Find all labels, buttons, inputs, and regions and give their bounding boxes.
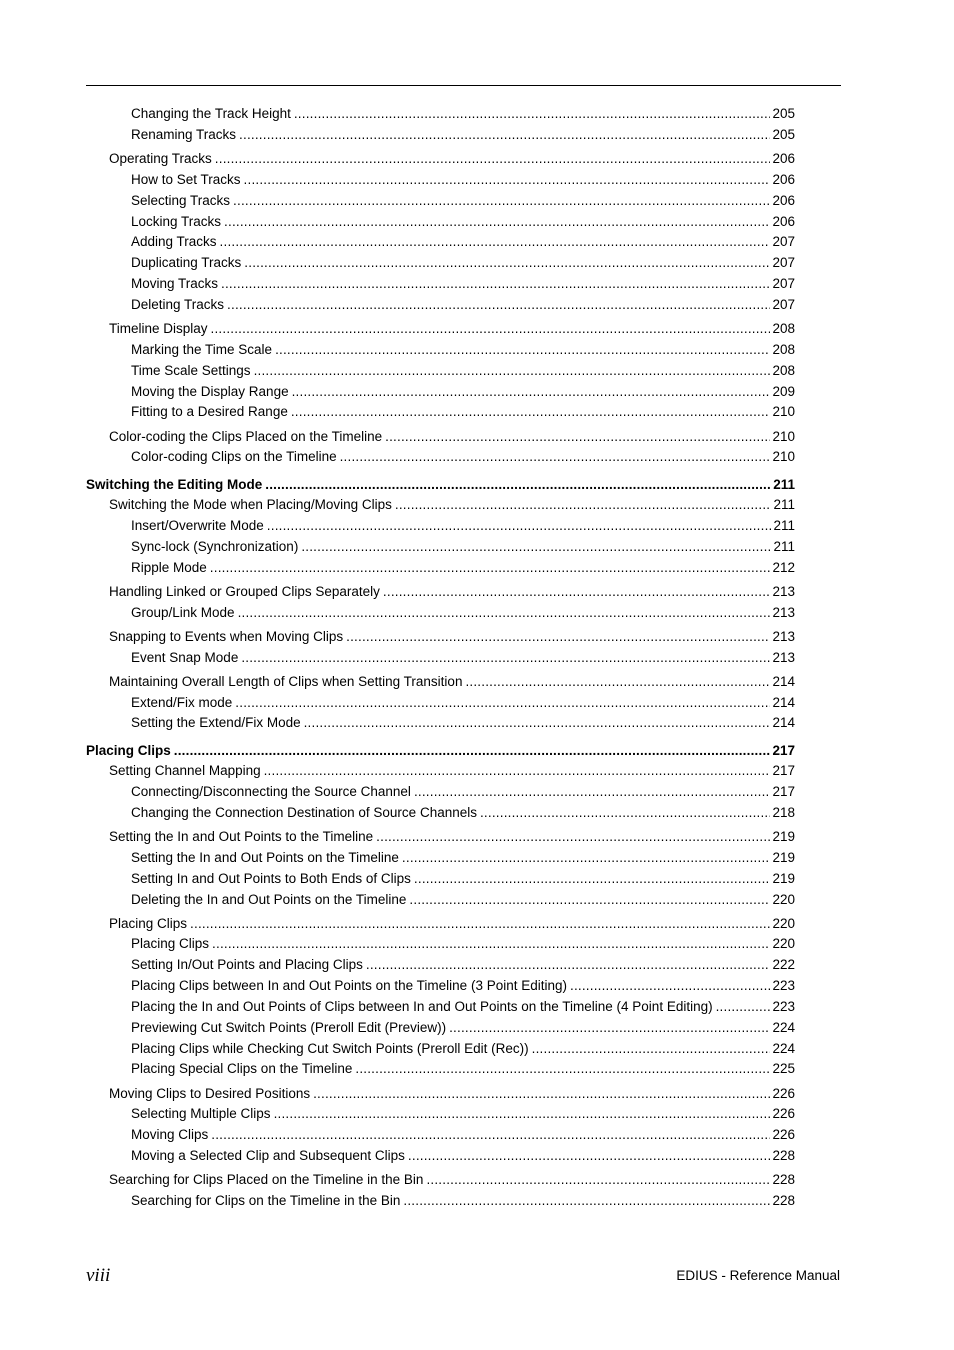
toc-leader-dots bbox=[212, 936, 770, 952]
toc-title: Changing the Track Height bbox=[131, 106, 291, 121]
toc-title: Handling Linked or Grouped Clips Separately bbox=[109, 584, 380, 599]
toc-leader-dots bbox=[244, 255, 770, 271]
toc-subsection[interactable] bbox=[109, 916, 795, 932]
toc-page-number: 226 bbox=[772, 1086, 795, 1101]
toc-leader-dots bbox=[210, 560, 771, 576]
toc-page-number: 213 bbox=[772, 584, 795, 599]
toc-item[interactable] bbox=[131, 957, 795, 973]
toc-page-number: 213 bbox=[772, 605, 795, 620]
toc-leader-dots bbox=[414, 784, 771, 800]
toc-title: Switching the Editing Mode bbox=[86, 477, 263, 492]
toc-leader-dots bbox=[235, 695, 770, 711]
toc-page-number: 213 bbox=[772, 629, 795, 644]
toc-leader-dots bbox=[227, 297, 770, 313]
toc-page-number: 210 bbox=[772, 449, 795, 464]
toc-page-number: 219 bbox=[772, 871, 795, 886]
toc-page-number: 207 bbox=[772, 276, 795, 291]
toc-subsection[interactable] bbox=[109, 151, 795, 167]
toc-leader-dots bbox=[408, 1148, 771, 1164]
toc-leader-dots bbox=[174, 743, 771, 759]
toc-page-number: 222 bbox=[772, 957, 795, 972]
toc-leader-dots bbox=[291, 404, 771, 420]
toc-page-number: 228 bbox=[772, 1148, 795, 1163]
toc-item[interactable] bbox=[131, 936, 795, 952]
toc-leader-dots bbox=[383, 584, 771, 600]
toc-leader-dots bbox=[233, 193, 770, 209]
toc-title: Previewing Cut Switch Points (Preroll Edit (Preview)) bbox=[131, 1020, 447, 1035]
toc-item[interactable] bbox=[131, 1148, 795, 1164]
toc-item[interactable] bbox=[131, 784, 795, 800]
toc-item[interactable] bbox=[131, 650, 795, 666]
toc-title: Setting In/Out Points and Placing Clips bbox=[131, 957, 363, 972]
toc-item[interactable] bbox=[131, 234, 795, 250]
toc-title: Placing Clips between In and Out Points on the Timeline (3 Point Editing) bbox=[131, 978, 567, 993]
toc-page-number: 205 bbox=[772, 127, 795, 142]
toc-leader-dots bbox=[716, 999, 771, 1015]
toc-leader-dots bbox=[480, 805, 770, 821]
toc-page-number: 208 bbox=[772, 321, 795, 336]
header-rule bbox=[86, 85, 841, 86]
toc-page-number: 219 bbox=[772, 850, 795, 865]
toc-leader-dots bbox=[244, 172, 771, 188]
toc-page-number: 226 bbox=[772, 1127, 795, 1142]
toc-item[interactable] bbox=[131, 384, 795, 400]
toc-title: Placing Clips bbox=[86, 743, 171, 758]
toc-item[interactable] bbox=[131, 106, 795, 122]
toc-page-number: 210 bbox=[772, 404, 795, 419]
toc-item[interactable] bbox=[131, 805, 795, 821]
toc-page-number: 217 bbox=[772, 784, 795, 799]
toc-subsection[interactable] bbox=[109, 674, 795, 690]
toc-item[interactable] bbox=[131, 1061, 795, 1077]
toc-leader-dots bbox=[355, 1061, 770, 1077]
toc-title: Selecting Multiple Clips bbox=[131, 1106, 271, 1121]
toc-title: Locking Tracks bbox=[131, 214, 222, 229]
toc-title: Adding Tracks bbox=[131, 234, 217, 249]
toc-item[interactable] bbox=[131, 605, 795, 621]
toc-title: Moving Tracks bbox=[131, 276, 219, 291]
toc-page-number: 207 bbox=[772, 297, 795, 312]
toc-title: Renaming Tracks bbox=[131, 127, 237, 142]
toc-title: Searching for Clips on the Timeline in the Bin bbox=[131, 1193, 401, 1208]
toc-page-number: 206 bbox=[772, 151, 795, 166]
toc-title: Deleting the In and Out Points on the Timeline bbox=[131, 892, 407, 907]
toc-title: Operating Tracks bbox=[109, 151, 212, 166]
toc-leader-dots bbox=[215, 151, 771, 167]
toc-leader-dots bbox=[267, 518, 772, 534]
toc-title: Color-coding Clips on the Timeline bbox=[131, 449, 337, 464]
toc-title: Moving Clips to Desired Positions bbox=[109, 1086, 311, 1101]
toc-title: Placing Clips bbox=[131, 936, 210, 951]
toc-item[interactable] bbox=[131, 560, 795, 576]
toc-leader-dots bbox=[224, 214, 770, 230]
toc-page-number: 220 bbox=[772, 936, 795, 951]
toc-subsection[interactable] bbox=[109, 763, 795, 779]
toc-page-number: 220 bbox=[772, 892, 795, 907]
toc-section[interactable] bbox=[86, 477, 795, 493]
toc-item[interactable] bbox=[131, 297, 795, 313]
toc-title: Setting the In and Out Points to the Timeline bbox=[109, 829, 374, 844]
toc-subsection[interactable] bbox=[109, 1086, 795, 1102]
toc-title: Connecting/Disconnecting the Source Channel bbox=[131, 784, 411, 799]
toc-page-number: 210 bbox=[772, 429, 795, 444]
toc-title: Changing the Connection Destination of Source Channels bbox=[131, 805, 477, 820]
toc-item[interactable] bbox=[131, 1193, 795, 1209]
toc-page-number: 226 bbox=[772, 1106, 795, 1121]
toc-leader-dots bbox=[402, 850, 771, 866]
manual-title: EDIUS - Reference Manual bbox=[676, 1268, 840, 1283]
toc-title: Snapping to Events when Moving Clips bbox=[109, 629, 344, 644]
toc-title: Moving the Display Range bbox=[131, 384, 289, 399]
toc-section[interactable] bbox=[86, 743, 795, 759]
toc-item[interactable] bbox=[131, 363, 795, 379]
toc-title: Marking the Time Scale bbox=[131, 342, 273, 357]
toc-item[interactable] bbox=[131, 342, 795, 358]
toc-subsection[interactable] bbox=[109, 629, 795, 645]
toc-leader-dots bbox=[264, 763, 771, 779]
toc-leader-dots bbox=[340, 449, 771, 465]
toc-page-number: 206 bbox=[772, 193, 795, 208]
toc-title: Sync-lock (Synchronization) bbox=[131, 539, 299, 554]
toc-leader-dots bbox=[385, 429, 770, 445]
toc-subsection[interactable] bbox=[109, 429, 795, 445]
toc-leader-dots bbox=[238, 605, 771, 621]
toc-leader-dots bbox=[301, 539, 771, 555]
toc-page-number: 212 bbox=[772, 560, 795, 575]
toc-item[interactable] bbox=[131, 539, 795, 555]
toc-leader-dots bbox=[395, 497, 772, 513]
toc-leader-dots bbox=[403, 1193, 770, 1209]
toc-subsection[interactable] bbox=[109, 584, 795, 600]
toc-page-number: 206 bbox=[772, 172, 795, 187]
toc-title: Time Scale Settings bbox=[131, 363, 251, 378]
toc-item[interactable] bbox=[131, 999, 795, 1015]
toc-leader-dots bbox=[221, 276, 770, 292]
page-number: viii bbox=[86, 1265, 111, 1286]
toc-page-number: 220 bbox=[772, 916, 795, 931]
toc-title: Extend/Fix mode bbox=[131, 695, 233, 710]
toc-leader-dots bbox=[313, 1086, 770, 1102]
toc-page-number: 217 bbox=[772, 763, 795, 778]
toc-title: Setting In and Out Points to Both Ends of Clips bbox=[131, 871, 411, 886]
toc-page-number: 208 bbox=[772, 363, 795, 378]
toc-item[interactable] bbox=[131, 715, 795, 731]
toc-leader-dots bbox=[532, 1041, 771, 1057]
toc-subsection[interactable] bbox=[109, 1172, 795, 1188]
toc-item[interactable] bbox=[131, 1020, 795, 1036]
toc-leader-dots bbox=[409, 892, 770, 908]
toc-item[interactable] bbox=[131, 850, 795, 866]
toc-leader-dots bbox=[275, 342, 770, 358]
toc-title: Ripple Mode bbox=[131, 560, 207, 575]
toc-title: Event Snap Mode bbox=[131, 650, 239, 665]
toc-page-number: 211 bbox=[773, 477, 795, 492]
toc-page-number: 218 bbox=[772, 805, 795, 820]
toc-leader-dots bbox=[376, 829, 770, 845]
toc-title: Placing Special Clips on the Timeline bbox=[131, 1061, 353, 1076]
toc-title: Setting Channel Mapping bbox=[109, 763, 261, 778]
toc-leader-dots bbox=[449, 1020, 770, 1036]
toc-title: Moving a Selected Clip and Subsequent Clips bbox=[131, 1148, 405, 1163]
toc-page-number: 207 bbox=[772, 255, 795, 270]
toc-leader-dots bbox=[239, 127, 770, 143]
toc-page-number: 211 bbox=[773, 539, 795, 554]
toc-page-number: 207 bbox=[772, 234, 795, 249]
toc-leader-dots bbox=[465, 674, 770, 690]
toc-item[interactable] bbox=[131, 1106, 795, 1122]
toc-title: Deleting Tracks bbox=[131, 297, 225, 312]
toc-leader-dots bbox=[274, 1106, 771, 1122]
toc-item[interactable] bbox=[131, 892, 795, 908]
toc-title: Setting the In and Out Points on the Timeline bbox=[131, 850, 399, 865]
toc-page-number: 223 bbox=[772, 999, 795, 1014]
toc-page-number: 214 bbox=[772, 695, 795, 710]
toc-page-number: 219 bbox=[772, 829, 795, 844]
toc-title: Switching the Mode when Placing/Moving Clips bbox=[109, 497, 392, 512]
toc-title: Duplicating Tracks bbox=[131, 255, 242, 270]
toc-item[interactable] bbox=[131, 449, 795, 465]
toc-item[interactable] bbox=[131, 978, 795, 994]
toc-leader-dots bbox=[241, 650, 770, 666]
toc-item[interactable] bbox=[131, 695, 795, 711]
toc-subsection[interactable] bbox=[109, 321, 795, 337]
toc-subsection[interactable] bbox=[109, 829, 795, 845]
toc-item[interactable] bbox=[131, 255, 795, 271]
toc-item[interactable] bbox=[131, 276, 795, 292]
toc-page-number: 214 bbox=[772, 674, 795, 689]
toc-leader-dots bbox=[346, 629, 770, 645]
toc-title: Color-coding the Clips Placed on the Timeline bbox=[109, 429, 383, 444]
toc-title: Timeline Display bbox=[109, 321, 208, 336]
toc-item[interactable] bbox=[131, 127, 795, 143]
toc-page-number: 213 bbox=[772, 650, 795, 665]
toc-title: How to Set Tracks bbox=[131, 172, 241, 187]
toc-title: Setting the Extend/Fix Mode bbox=[131, 715, 301, 730]
toc-leader-dots bbox=[292, 384, 771, 400]
toc-title: Selecting Tracks bbox=[131, 193, 231, 208]
toc-leader-dots bbox=[570, 978, 770, 994]
toc-title: Placing Clips bbox=[109, 916, 188, 931]
toc-item[interactable] bbox=[131, 518, 795, 534]
toc-page-number: 217 bbox=[772, 743, 795, 758]
toc-page-number: 224 bbox=[772, 1020, 795, 1035]
toc-title: Searching for Clips Placed on the Timeline in the Bin bbox=[109, 1172, 424, 1187]
toc-page-number: 209 bbox=[772, 384, 795, 399]
toc-leader-dots bbox=[211, 1127, 770, 1143]
toc-title: Insert/Overwrite Mode bbox=[131, 518, 264, 533]
toc-page-number: 214 bbox=[772, 715, 795, 730]
toc-leader-dots bbox=[294, 106, 771, 122]
toc-leader-dots bbox=[220, 234, 771, 250]
toc-item[interactable] bbox=[131, 172, 795, 188]
toc-page-number: 205 bbox=[772, 106, 795, 121]
toc-page-number: 228 bbox=[772, 1193, 795, 1208]
toc-item[interactable] bbox=[131, 1127, 795, 1143]
toc-subsection[interactable] bbox=[109, 497, 795, 513]
toc-leader-dots bbox=[304, 715, 771, 731]
toc-title: Placing Clips while Checking Cut Switch Points (Preroll Edit (Rec)) bbox=[131, 1041, 529, 1056]
toc-title: Moving Clips bbox=[131, 1127, 209, 1142]
toc-leader-dots bbox=[265, 477, 771, 493]
toc-leader-dots bbox=[254, 363, 771, 379]
toc-page-number: 223 bbox=[772, 978, 795, 993]
toc-title: Fitting to a Desired Range bbox=[131, 404, 288, 419]
toc-title: Maintaining Overall Length of Clips when Setting Transition bbox=[109, 674, 463, 689]
toc-page-number: 206 bbox=[772, 214, 795, 229]
toc-leader-dots bbox=[190, 916, 770, 932]
toc-leader-dots bbox=[366, 957, 771, 973]
toc-page-number: 208 bbox=[772, 342, 795, 357]
toc-item[interactable] bbox=[131, 404, 795, 420]
toc-page-number: 211 bbox=[773, 518, 795, 533]
toc-leader-dots bbox=[426, 1172, 770, 1188]
toc-item[interactable] bbox=[131, 871, 795, 887]
toc-title: Group/Link Mode bbox=[131, 605, 235, 620]
toc-page-number: 225 bbox=[772, 1061, 795, 1076]
toc-page-number: 228 bbox=[772, 1172, 795, 1187]
toc-leader-dots bbox=[414, 871, 771, 887]
toc-item[interactable] bbox=[131, 214, 795, 230]
toc-page-number: 224 bbox=[772, 1041, 795, 1056]
toc-leader-dots bbox=[211, 321, 771, 337]
toc-title: Placing the In and Out Points of Clips between In and Out Points on the Timeline (4 Point Editing) bbox=[131, 999, 713, 1014]
toc-item[interactable] bbox=[131, 1041, 795, 1057]
toc-page-number: 211 bbox=[773, 497, 795, 512]
toc-item[interactable] bbox=[131, 193, 795, 209]
